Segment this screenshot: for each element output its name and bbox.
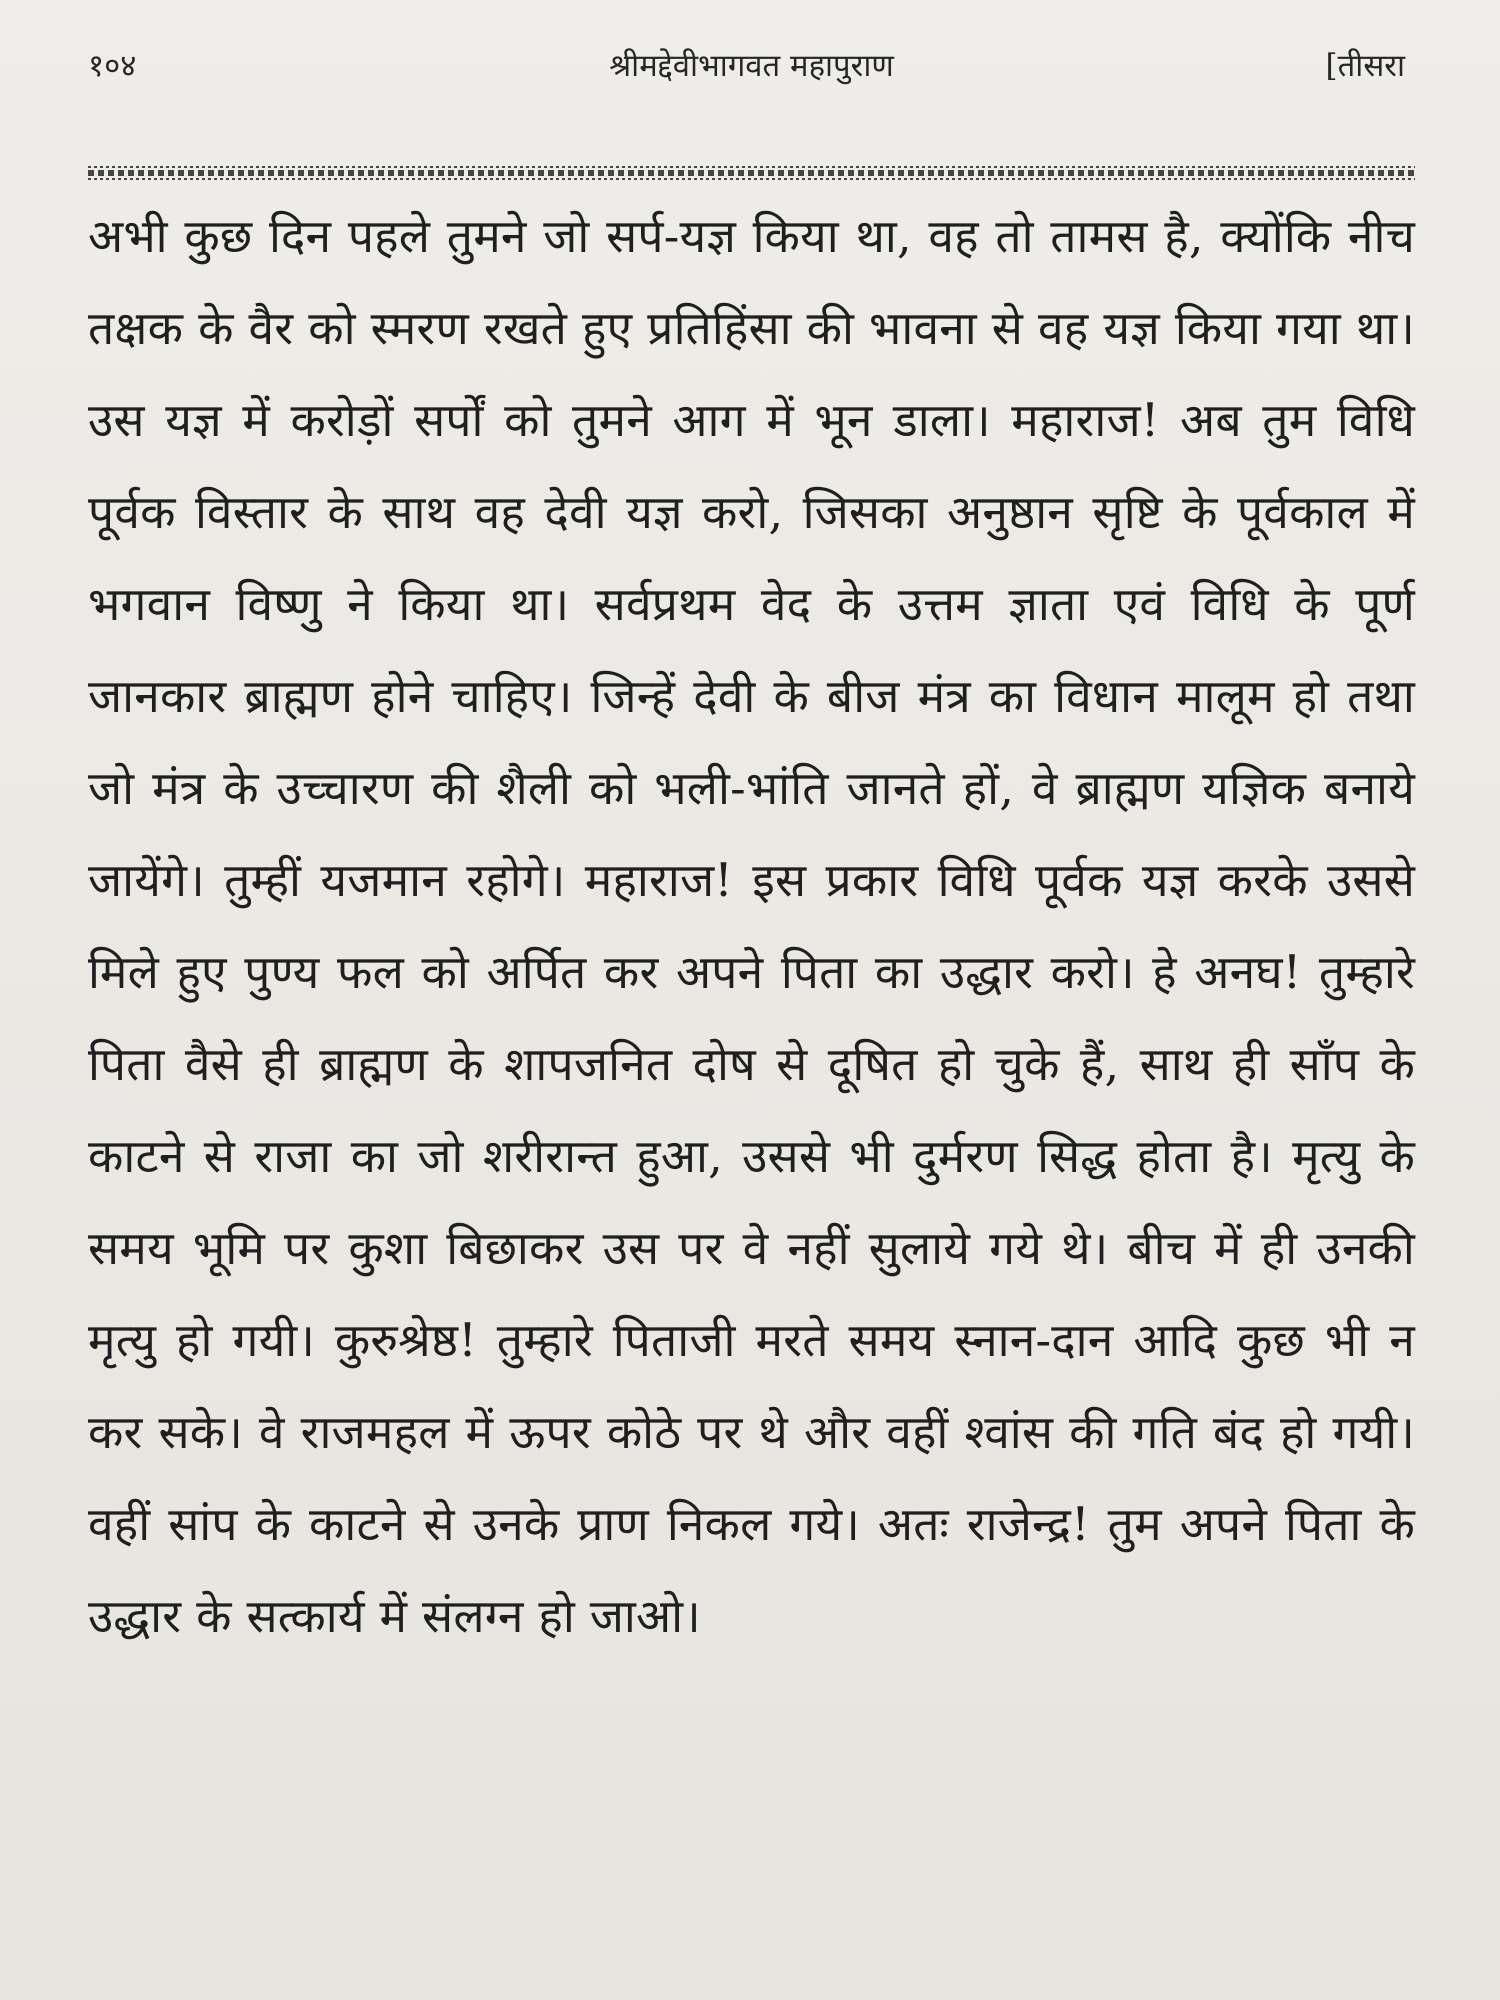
decorative-divider bbox=[88, 166, 1415, 180]
body-paragraph: अभी कुछ दिन पहले तुमने जो सर्प-यज्ञ किया था, वह तो तामस है, क्योंकि नीच तक्षक के वैर को स्मरण रखते हुए प्रतिहिंसा की भावना से वह यज्ञ किया गया था। उस यज्ञ में करोड़ों सर्पों को तुमने आग में भून डाला। महाराज! अब तुम विधि पूर्वक विस्तार के साथ वह देवी यज्ञ करो, जिसका अनुष्ठान सृष्टि के पूर्वकाल में भगवान विष्णु ने किया था। सर्वप्रथम वेद के उत्तम ज्ञाता एवं विधि के पूर्ण जानकार ब्राह्मण होने चाहिए। जिन्हें देवी के बीज मंत्र का विधान मालूम हो तथा जो मंत्र के उच्चारण की शैली को भली-भांति जानते हों, वे ब्राह्मण यज्ञिक बनाये जायेंगे। तुम्हीं यजमान रहोगे। महाराज! इस प्रकार विधि पूर्वक यज्ञ करके उससे मिले हुए पुण्य फल को अर्पित कर अपने पिता का उद्धार करो। हे अनघ! तुम्हारे पिता वैसे ही ब्राह्मण के शापजनित दोष से दूषित हो चुके हैं, साथ ही साँप के काटने से राजा का जो शरीरान्त हुआ, उससे भी दुर्मरण सिद्ध होता है। मृत्यु के समय भूमि पर कुशा बिछाकर उस पर वे नहीं सुलाये गये थे। बीच में ही उनकी मृत्यु हो गयी। कुरुश्रेष्ठ! तुम्हारे पिताजी मरते समय स्नान-दान आदि कुछ भी न कर सके। वे राजमहल में ऊपर कोठे पर थे और वहीं श्वांस की गति बंद हो गयी। वहीं सांप के काटने से उनके प्राण निकल गये। अतः राजेन्द्र! तुम अपने पिता के उद्धार के सत्कार्य में संलग्न हो जाओ। bbox=[88, 209, 1415, 1643]
section-label: [तीसरा bbox=[1325, 48, 1405, 84]
page-number: १०४ bbox=[88, 48, 137, 84]
page-header bbox=[88, 40, 1415, 98]
page-text bbox=[88, 190, 1415, 1662]
book-title: श्रीमद्देवीभागवत महापुराण bbox=[609, 48, 894, 84]
